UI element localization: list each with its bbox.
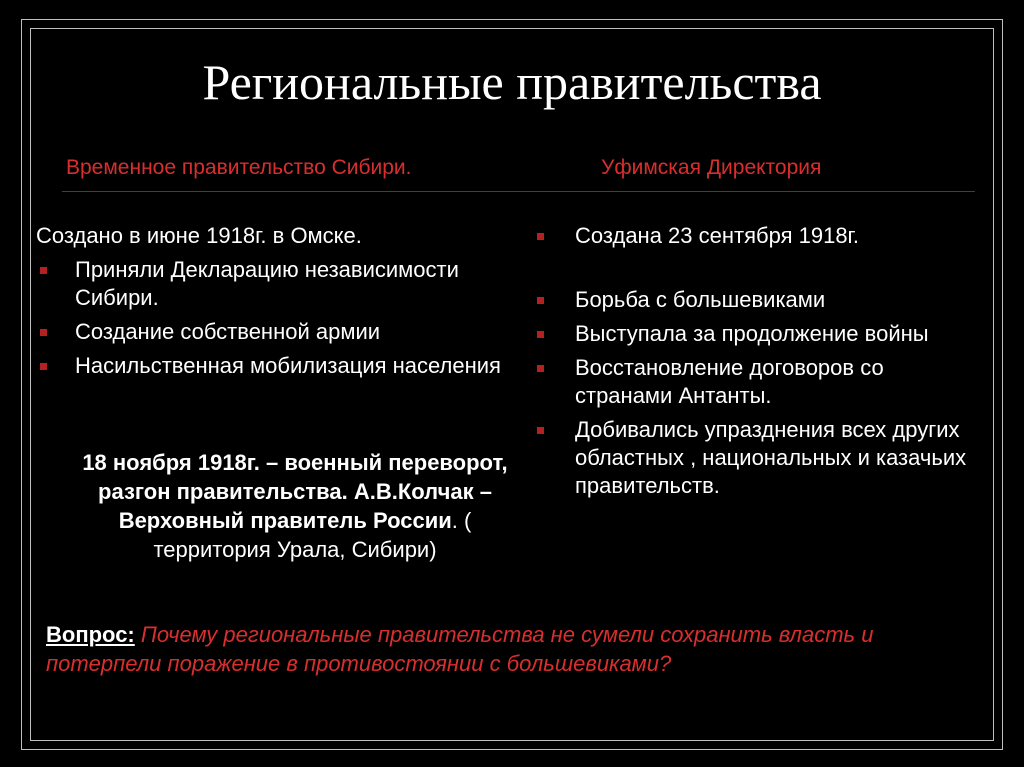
coup-bold-text: 18 ноября 1918г. – военный переворот, разгон правительства. А.В.Колчак – Верховный правитель России xyxy=(82,450,508,533)
left-column-header: Временное правительство Сибири. xyxy=(66,156,412,179)
list-item-text: Восстановление договоров со странами Антанты. xyxy=(575,355,884,408)
list-item-text: Насильственная мобилизация населения xyxy=(75,353,501,378)
list-item-text: Приняли Декларацию независимости Сибири. xyxy=(75,257,459,310)
right-column-header: Уфимская Директория xyxy=(601,156,822,179)
question-text: Почему региональные правительства не сумели сохранить власть и потерпели поражение в противостоянии с большевиками? xyxy=(46,622,874,676)
square-bullet-icon xyxy=(537,233,544,240)
list-item xyxy=(36,256,516,312)
list-item xyxy=(536,286,976,314)
left-intro: Создано в июне 1918г. в Омске. xyxy=(36,223,362,248)
right-bullet-list xyxy=(536,222,976,500)
list-item xyxy=(536,222,976,250)
list-item xyxy=(536,416,976,500)
list-item xyxy=(36,318,516,346)
list-spacer xyxy=(536,256,976,286)
question-label: Вопрос: xyxy=(46,622,135,647)
slide-title: Региональные правительства xyxy=(202,54,822,110)
square-bullet-icon xyxy=(537,427,544,434)
header-divider xyxy=(62,191,975,192)
list-item-text: Добивались упразднения всех других областных , национальных и казачьих правительств. xyxy=(575,417,967,498)
coup-rest-text: . ( территория Урала, Сибири) xyxy=(153,508,472,562)
list-item-text: Борьба с большевиками xyxy=(575,287,826,312)
list-item xyxy=(36,352,516,380)
square-bullet-icon xyxy=(537,297,544,304)
left-bullet-list xyxy=(36,256,516,380)
list-item-text: Создана 23 сентября 1918г. xyxy=(575,223,860,248)
list-item xyxy=(536,320,976,348)
square-bullet-icon xyxy=(40,329,47,336)
list-item-text: Выступала за продолжение войны xyxy=(575,321,929,346)
right-column xyxy=(536,222,976,506)
question-block xyxy=(46,620,946,678)
square-bullet-icon xyxy=(40,267,47,274)
left-column xyxy=(36,222,516,386)
list-item-text: Создание собственной армии xyxy=(75,319,381,344)
coup-paragraph xyxy=(60,448,530,564)
square-bullet-icon xyxy=(40,363,47,370)
square-bullet-icon xyxy=(537,365,544,372)
square-bullet-icon xyxy=(537,331,544,338)
list-item xyxy=(536,354,976,410)
